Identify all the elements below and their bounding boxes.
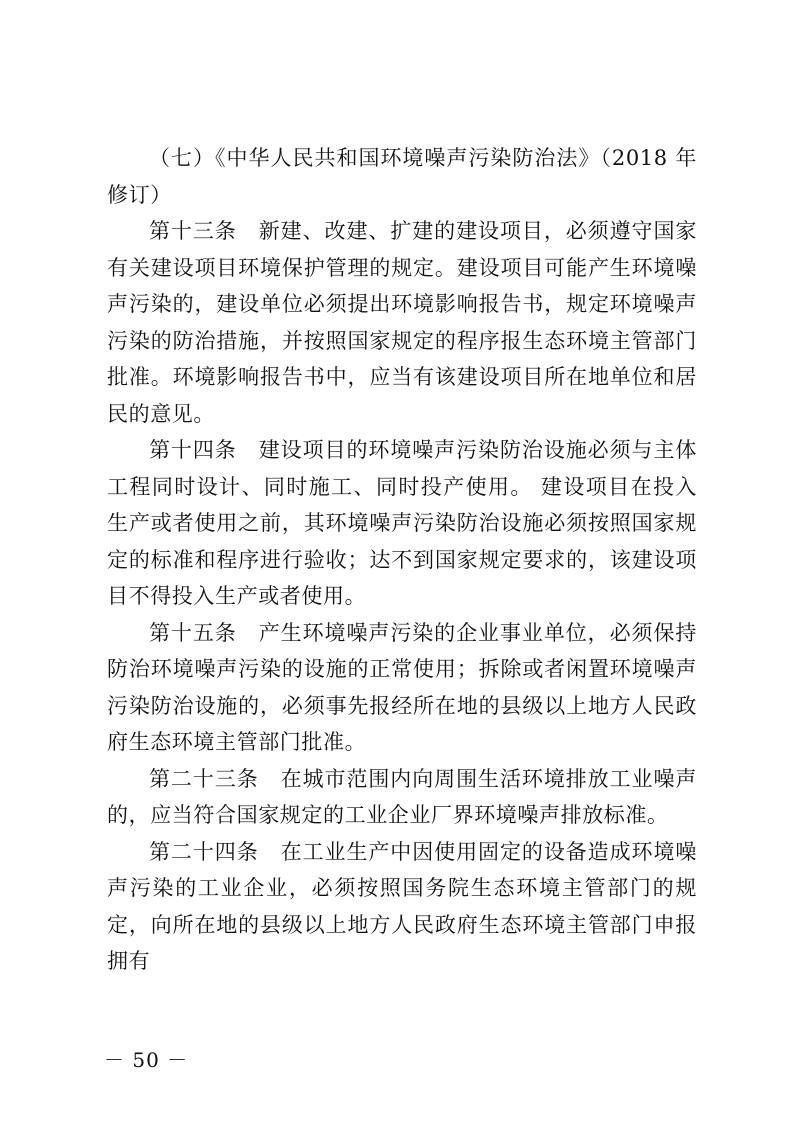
section-heading — [107, 140, 697, 213]
article-24 — [107, 834, 697, 980]
article-number: 第十三条 — [149, 219, 237, 243]
article-23 — [107, 761, 697, 834]
article-number: 第十五条 — [149, 620, 237, 645]
article-number: 第二十三条 — [149, 766, 259, 791]
article-14 — [107, 432, 697, 615]
article-number: 第十四条 — [149, 438, 237, 462]
article-number: 第二十四条 — [149, 839, 259, 864]
article-15 — [107, 615, 697, 761]
article-text: 在工业生产中因使用固定的设备造成环境噪声污染的工业企业，必须按照国务院生态环境主管部门的规定，向所在地的县级以上地方人民政府生态环境主管部门申报拥有 — [107, 839, 697, 973]
section-heading-text: （七）《中华人民共和国环境噪声污染防治法》（2018 年修订） — [107, 146, 697, 207]
article-text: 新建、改建、扩建的建设项目，必须遵守国家有关建设项目环境保护管理的规定。建设项目可能产生环境噪声污染的，建设单位必须提出环境影响报告书，规定环境噪声污染的防治措施，并按照国家规定的程序报生态环境主管部门批准。环境影响报告书中，应当有该建设项目所在地单位和居民的意见。 — [107, 219, 698, 426]
page-number: － 50 － — [104, 1048, 189, 1072]
document-body — [107, 140, 697, 980]
article-text: 在城市范围内向周围生活环境排放工业噪声的，应当符合国家规定的工业企业厂界环境噪声排放标准。 — [107, 766, 697, 827]
article-text: 产生环境噪声污染的企业事业单位，必须保持防治环境噪声污染的设施的正常使用；拆除或者闲置环境噪声污染防治设施的，必须事先报经所在地的县级以上地方人民政府生态环境主管部门批准。 — [107, 620, 698, 754]
article-text: 建设项目的环境噪声污染防治设施必须与主体工程同时设计、同时施工、同时投产使用。 建设项目在投入生产或者使用之前，其环境噪声污染防治设施必须按照国家规定的标准和程序进行验收；达不到国家规定要求的，该建设项目不得投入生产或者使用。 — [107, 438, 698, 608]
article-13 — [107, 213, 697, 432]
